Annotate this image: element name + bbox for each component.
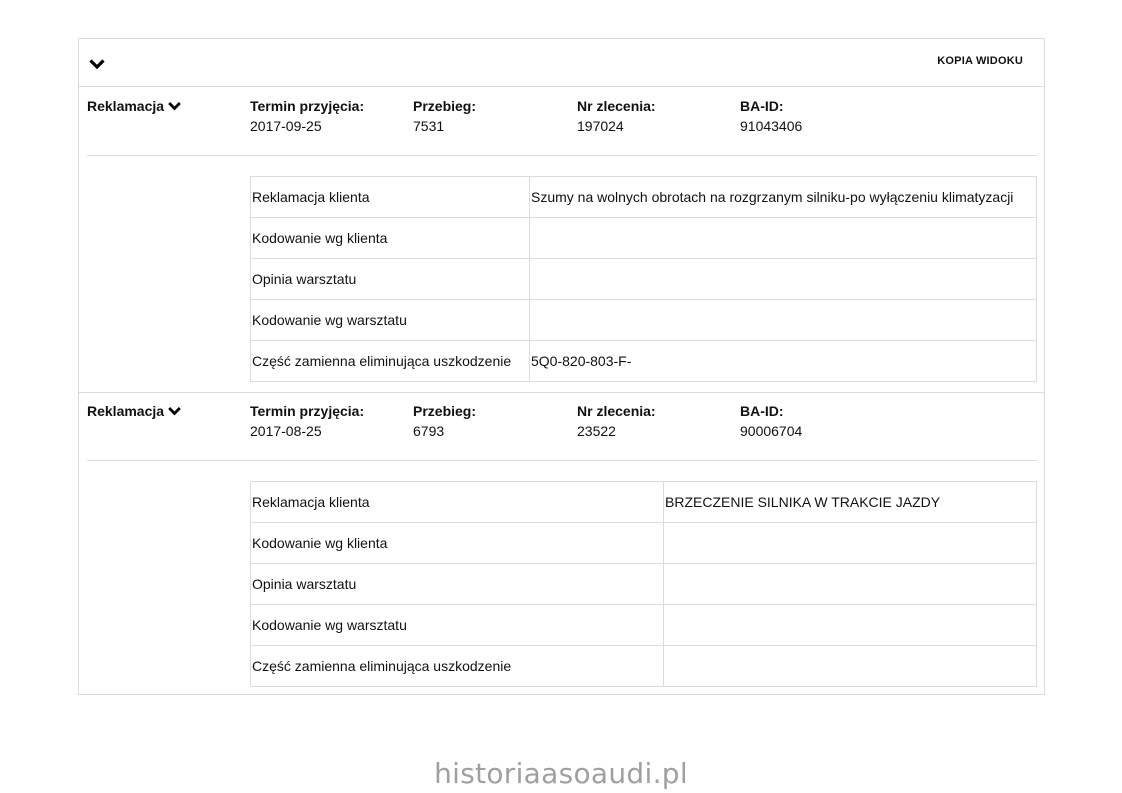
claim-details-table (250, 481, 1037, 687)
intake-date-value: 2017-09-25 (250, 118, 322, 134)
intake-date-field (250, 98, 364, 134)
divider (87, 460, 1037, 461)
row-label: Reklamacja klienta (251, 482, 664, 523)
mileage-value: 6793 (413, 423, 445, 439)
mileage-field (413, 403, 476, 439)
table-row (251, 605, 1037, 646)
table-row (251, 482, 1037, 523)
order-number-value: 197024 (577, 118, 624, 134)
panel-toolbar (79, 39, 1044, 87)
order-number-label: Nr zlecenia: (577, 403, 656, 419)
row-value (530, 218, 1037, 259)
ba-id-value: 91043406 (740, 118, 803, 134)
mileage-field (413, 98, 476, 134)
ba-id-field (740, 98, 802, 134)
order-number-field (577, 403, 656, 439)
claim-title: Reklamacja (87, 403, 165, 419)
table-row (251, 646, 1037, 687)
intake-date-value: 2017-08-25 (250, 423, 322, 439)
row-value (664, 564, 1037, 605)
intake-date-label: Termin przyjęcia: (250, 98, 365, 114)
mileage-value: 7531 (413, 118, 445, 134)
ba-id-field (740, 403, 802, 439)
order-number-field (577, 98, 656, 134)
claim-toggle[interactable] (87, 403, 181, 419)
row-value (530, 300, 1037, 341)
order-number-label: Nr zlecenia: (577, 98, 656, 114)
chevron-down-icon[interactable] (89, 57, 105, 69)
claim-details-table (250, 176, 1037, 382)
row-value (664, 605, 1037, 646)
row-label: Kodowanie wg warsztatu (251, 605, 664, 646)
divider (87, 155, 1037, 156)
copy-view-button[interactable]: KOPIA WIDOKU (937, 55, 1023, 67)
row-label: Opinia warsztatu (251, 259, 530, 300)
row-value (664, 523, 1037, 564)
table-row (251, 259, 1037, 300)
table-row (251, 564, 1037, 605)
row-value: Szumy na wolnych obrotach na rozgrzanym silniku-po wyłączeniu klimatyzacji (530, 177, 1037, 218)
row-value (664, 646, 1037, 687)
watermark-brand: historiaasoaudi.pl (434, 757, 688, 790)
row-value: BRZECZENIE SILNIKA W TRAKCIE JAZDY (664, 482, 1037, 523)
mileage-label: Przebieg: (413, 403, 477, 419)
table-row (251, 300, 1037, 341)
table-row (251, 523, 1037, 564)
row-label: Kodowanie wg klienta (251, 523, 664, 564)
row-value (530, 259, 1037, 300)
row-value: 5Q0-820-803-F- (530, 341, 1037, 382)
chevron-down-icon (168, 101, 181, 111)
claim-toggle[interactable] (87, 98, 181, 114)
intake-date-field (250, 403, 364, 439)
intake-date-label: Termin przyjęcia: (250, 403, 365, 419)
chevron-down-icon (168, 406, 181, 416)
mileage-label: Przebieg: (413, 98, 477, 114)
table-row (251, 218, 1037, 259)
order-number-value: 23522 (577, 423, 616, 439)
claim-section (79, 88, 1044, 391)
claim-title: Reklamacja (87, 98, 165, 114)
ba-id-label: BA-ID: (740, 403, 784, 419)
ba-id-label: BA-ID: (740, 98, 784, 114)
row-label: Reklamacja klienta (251, 177, 530, 218)
row-label: Kodowanie wg klienta (251, 218, 530, 259)
claim-section (79, 392, 1044, 695)
table-row (251, 341, 1037, 382)
row-label: Część zamienna eliminująca uszkodzenie (251, 341, 530, 382)
row-label: Część zamienna eliminująca uszkodzenie (251, 646, 664, 687)
row-label: Kodowanie wg warsztatu (251, 300, 530, 341)
ba-id-value: 90006704 (740, 423, 803, 439)
claims-panel (78, 38, 1045, 695)
row-label: Opinia warsztatu (251, 564, 664, 605)
table-row (251, 177, 1037, 218)
